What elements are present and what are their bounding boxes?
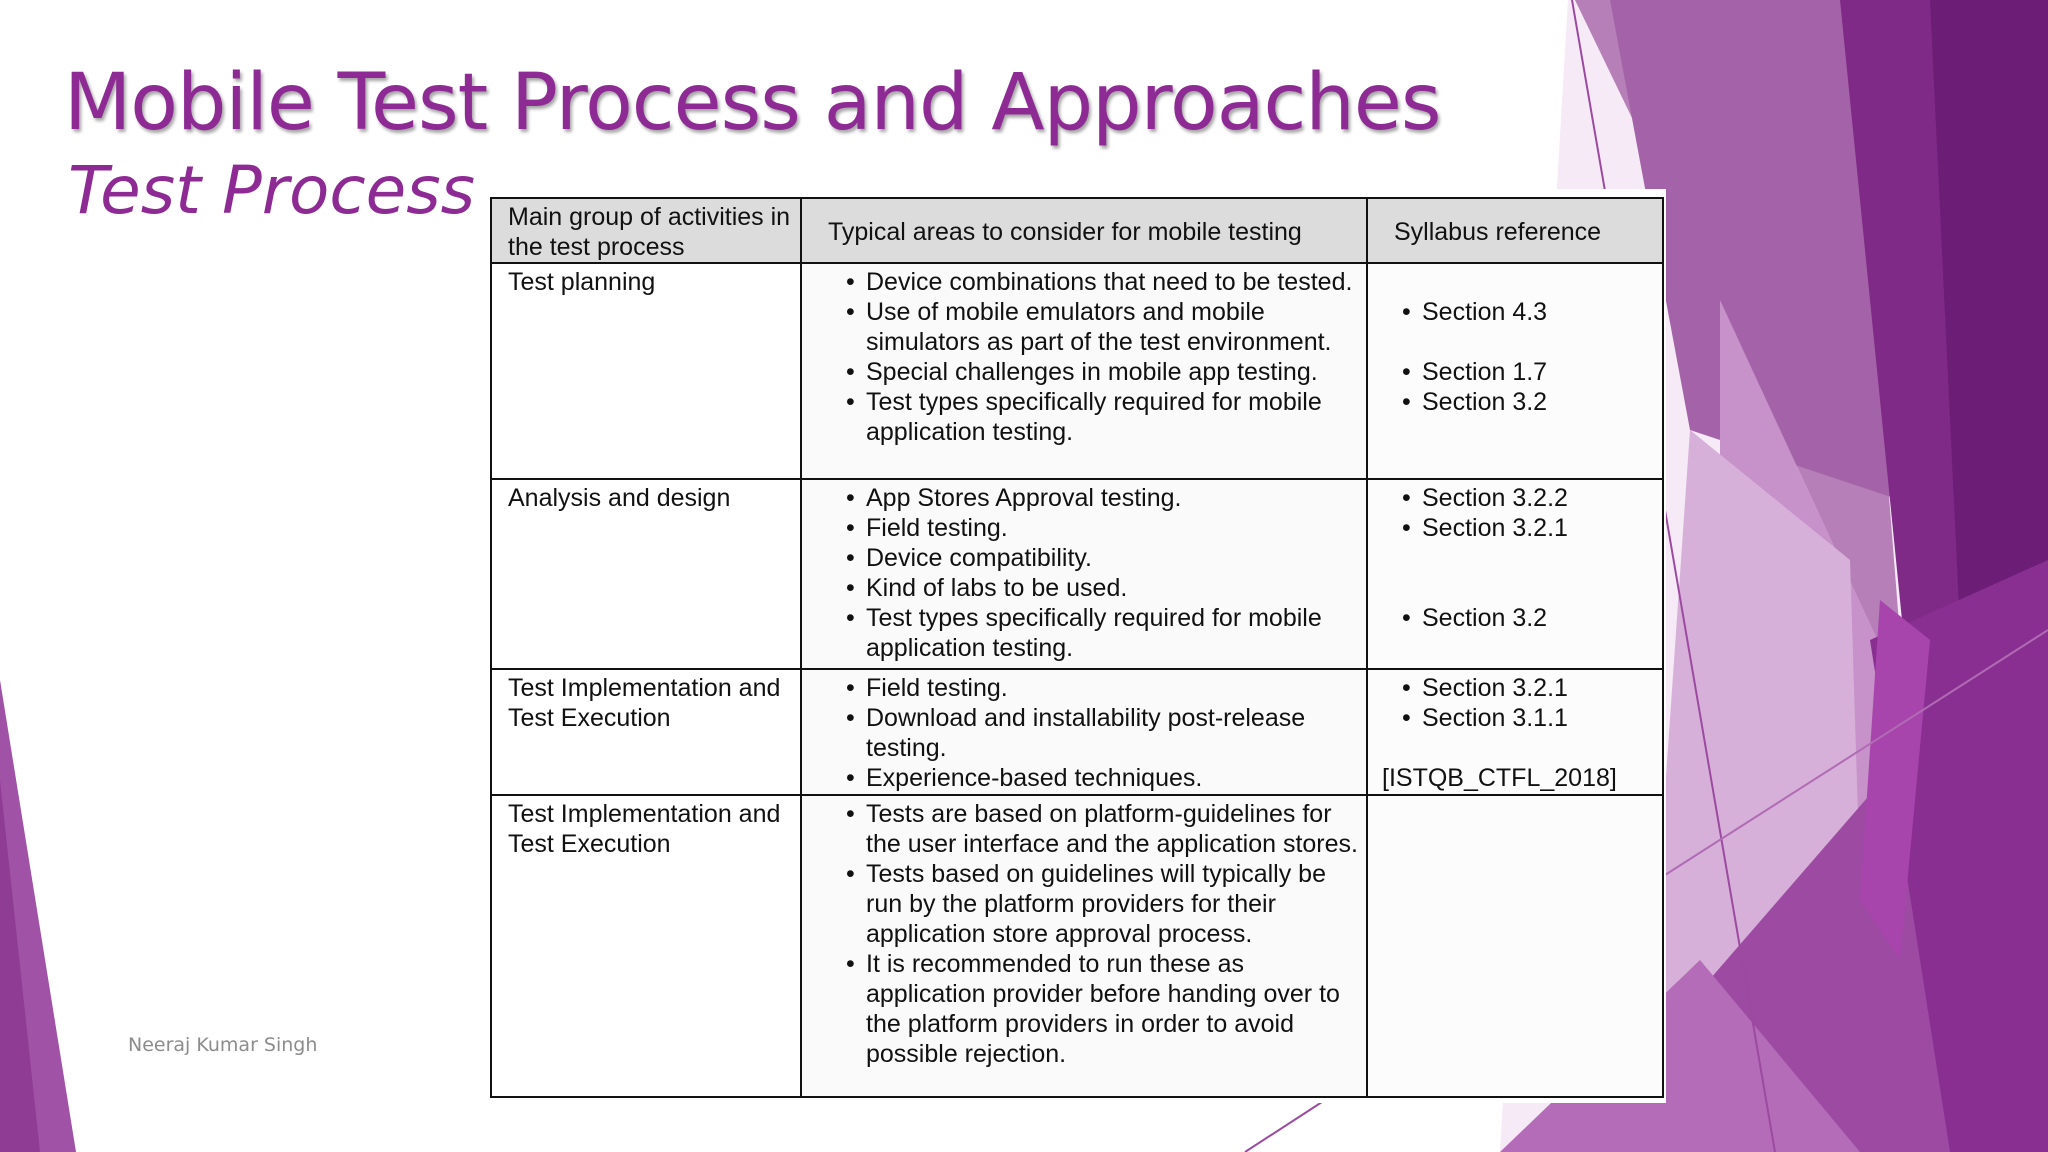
column-header-areas: Typical areas to consider for mobile testing: [801, 198, 1367, 263]
list-item: • Section 3.1.1: [1402, 704, 1568, 732]
activity-cell: Test planning: [491, 263, 801, 479]
list-item: • Special challenges in mobile app testing.: [846, 358, 1318, 386]
areas-cell: [801, 669, 1367, 795]
areas-cell: [801, 795, 1367, 1097]
list-item: • Tests based on guidelines will typically be run by the platform providers for their application store approval process.: [846, 860, 1326, 948]
list-item: • Test types specifically required for mobile application testing.: [846, 604, 1322, 662]
test-process-table: [490, 197, 1664, 1098]
bullet-icon: •: [846, 950, 855, 978]
list-item: • Field testing.: [846, 514, 1008, 542]
activity-cell: Test Implementation and Test Execution: [491, 795, 801, 1097]
bullet-icon: •: [1402, 674, 1411, 702]
bullet-icon: •: [846, 674, 855, 702]
bullet-icon: •: [846, 514, 855, 542]
column-header-reference: Syllabus reference: [1367, 198, 1663, 263]
table-row: [491, 479, 1663, 669]
reference-cell: [1367, 669, 1663, 795]
list-item: • Experience-based techniques.: [846, 764, 1203, 792]
bullet-icon: •: [846, 764, 855, 792]
bullet-icon: •: [846, 544, 855, 572]
slide-footer-author: Neeraj Kumar Singh: [128, 1034, 318, 1056]
bullet-icon: •: [846, 704, 855, 732]
list-item: • Section 3.2: [1402, 604, 1548, 632]
reference-note: [ISTQB_CTFL_2018]: [1382, 764, 1617, 792]
list-item: • Kind of labs to be used.: [846, 574, 1128, 602]
list-item: • Device combinations that need to be tested.: [846, 268, 1353, 296]
list-item: • Test types specifically required for mobile application testing.: [846, 388, 1322, 446]
activity-cell: Test Implementation and Test Execution: [491, 669, 801, 795]
reference-cell: [1367, 263, 1663, 479]
reference-cell: [1367, 479, 1663, 669]
slide-title: Mobile Test Process and Approaches: [64, 58, 1441, 148]
bullet-icon: •: [1402, 484, 1411, 512]
bullet-icon: •: [1402, 604, 1411, 632]
bullet-icon: •: [846, 604, 855, 632]
areas-cell: [801, 263, 1367, 479]
list-item: • Field testing.: [846, 674, 1008, 702]
list-item: • Download and installability post-release testing.: [846, 704, 1306, 762]
list-item: • Tests are based on platform-guidelines for the user interface and the application stores.: [846, 800, 1358, 858]
list-item: • Use of mobile emulators and mobile simulators as part of the test environment.: [846, 298, 1332, 356]
bullet-icon: •: [846, 800, 855, 828]
bullet-icon: •: [1402, 514, 1411, 542]
bullet-icon: •: [846, 388, 855, 416]
bullet-icon: •: [846, 358, 855, 386]
reference-cell: [1367, 795, 1663, 1097]
table-row: [491, 795, 1663, 1097]
list-item: • Section 3.2.1: [1402, 514, 1568, 542]
bullet-icon: •: [1402, 388, 1411, 416]
bullet-icon: •: [846, 574, 855, 602]
slide-subtitle: Test Process: [68, 152, 475, 229]
list-item: • Section 4.3: [1402, 298, 1548, 326]
bullet-icon: •: [1402, 358, 1411, 386]
table-row: [491, 669, 1663, 795]
table-container: [482, 189, 1666, 1103]
list-item: • It is recommended to run these as application provider before handing over to the platform providers in order to avoid possible rejection.: [846, 950, 1340, 1068]
table-header-row: [491, 198, 1663, 263]
accent-line: [1245, 1102, 1322, 1152]
list-item: • Section 3.2.1: [1402, 674, 1568, 702]
list-item: • Device compatibility.: [846, 544, 1093, 572]
bullet-icon: •: [846, 298, 855, 326]
bullet-icon: •: [1402, 298, 1411, 326]
bullet-icon: •: [846, 860, 855, 888]
list-item: • Section 3.2: [1402, 388, 1548, 416]
column-header-activities: Main group of activities in the test process: [491, 198, 801, 263]
bullet-icon: •: [846, 484, 855, 512]
activity-cell: Analysis and design: [491, 479, 801, 669]
bullet-icon: •: [846, 268, 855, 296]
list-item: • Section 1.7: [1402, 358, 1548, 386]
table-row: [491, 263, 1663, 479]
list-item: • App Stores Approval testing.: [846, 484, 1182, 512]
areas-cell: [801, 479, 1367, 669]
bullet-icon: •: [1402, 704, 1411, 732]
list-item: • Section 3.2.2: [1402, 484, 1568, 512]
